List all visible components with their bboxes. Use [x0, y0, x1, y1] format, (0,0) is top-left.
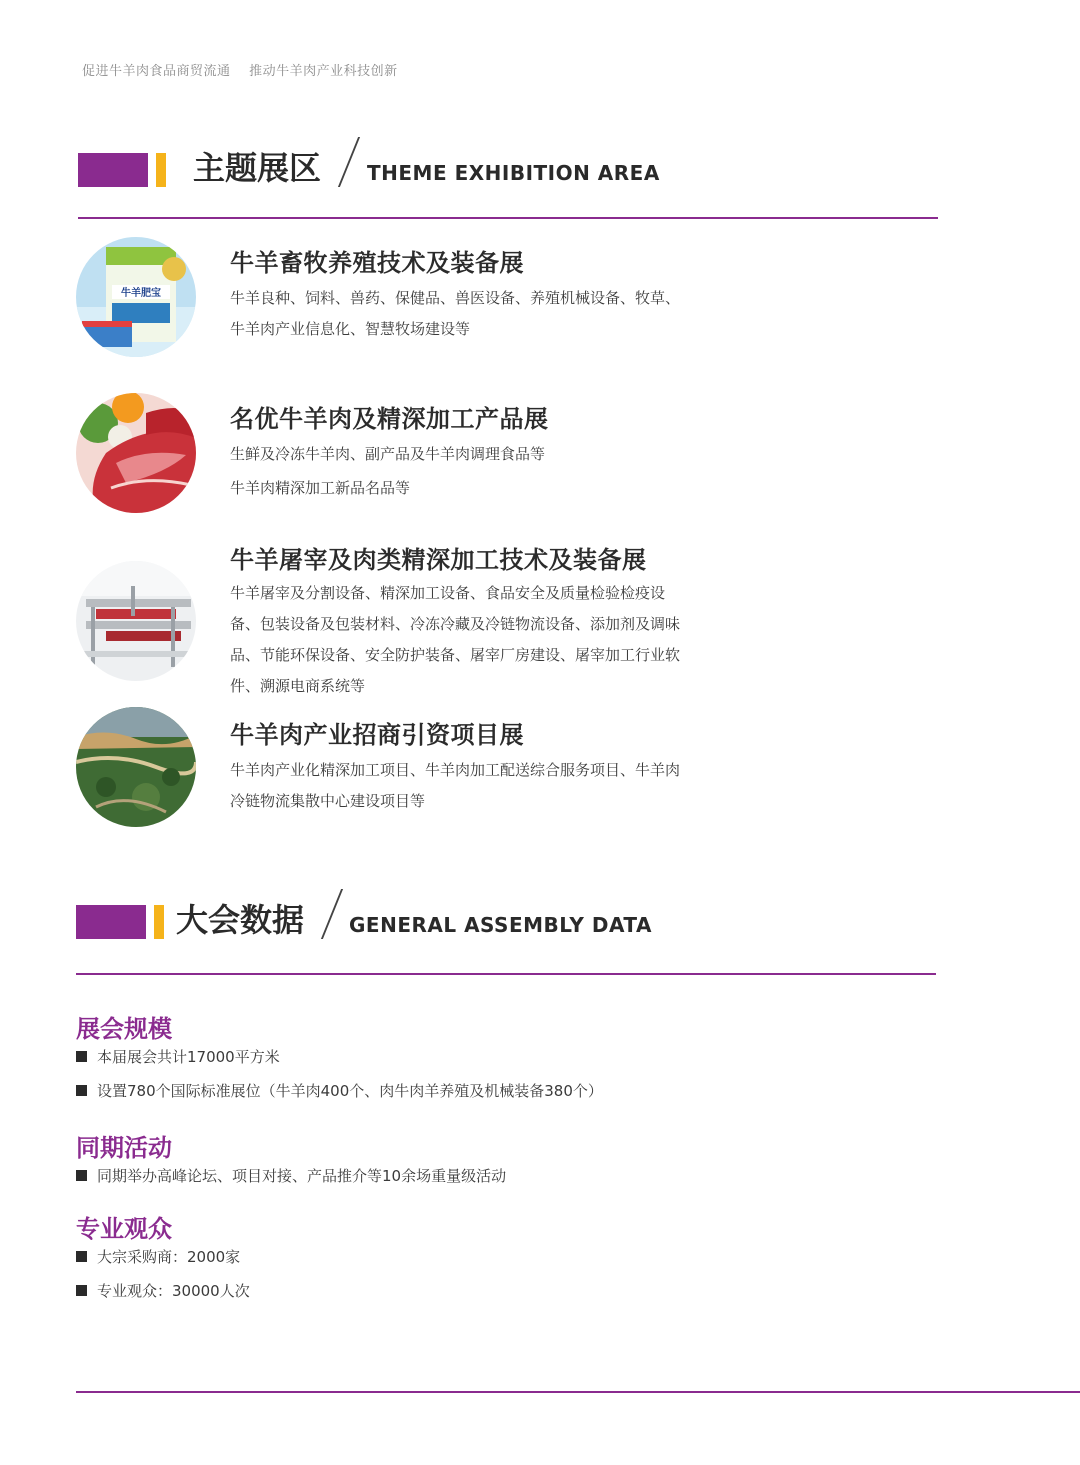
bullet-item: [76, 1046, 280, 1067]
feed-product-image: [76, 237, 196, 357]
theme-section-header: [78, 149, 948, 213]
header-yellow-bar: [154, 905, 164, 939]
header-purple-bar: [78, 153, 148, 187]
data-title-cn: 大会数据: [176, 901, 305, 939]
bullet-text: 专业观众：30000人次: [97, 1282, 250, 1300]
item-description-line: 生鲜及冷冻牛羊肉、副产品及牛羊肉调理食品等: [230, 445, 546, 463]
theme-item-meat-products: [76, 393, 716, 523]
bullet-item: [76, 1246, 240, 1267]
beef-cuts-image: [76, 393, 196, 513]
aerial-landscape-image: [76, 707, 196, 827]
bullet-square-icon: [76, 1085, 87, 1096]
data-section-header: [76, 901, 946, 965]
theme-item-breeding: [76, 237, 716, 367]
header-purple-bar: [76, 905, 146, 939]
processing-line-image: [76, 561, 196, 681]
slogan-left: 促进牛羊肉食品商贸流通: [82, 64, 231, 79]
bullet-text: 设置780个国际标准展位（牛羊肉400个、肉牛肉羊养殖及机械装备380个）: [97, 1082, 603, 1100]
bullet-item: [76, 1280, 250, 1301]
title-slash: [321, 889, 343, 939]
theme-item-investment: [76, 707, 716, 837]
item-title: 牛羊屠宰及肉类精深加工技术及装备展: [230, 546, 647, 574]
header-yellow-bar: [156, 153, 166, 187]
slogan-right: 推动牛羊肉产业科技创新: [249, 64, 398, 79]
theme-item-slaughter-equipment: [76, 534, 716, 704]
bullet-text: 大宗采购商：2000家: [97, 1248, 241, 1266]
theme-divider: [78, 217, 938, 219]
bullet-text: 同期举办高峰论坛、项目对接、产品推介等10余场重量级活动: [97, 1167, 507, 1185]
item-description: 牛羊肉产业化精深加工项目、牛羊肉加工配送综合服务项目、牛羊肉冷链物流集散中心建设项目等: [230, 761, 681, 810]
data-title-en: GENERAL ASSEMBLY DATA: [349, 913, 652, 937]
item-title: 牛羊肉产业招商引资项目展: [230, 721, 524, 749]
bullet-square-icon: [76, 1051, 87, 1062]
bullet-item: [76, 1165, 506, 1186]
data-divider: [76, 973, 936, 975]
item-description: [230, 439, 690, 504]
theme-title-cn: 主题展区: [193, 149, 322, 187]
group-title-audience: 专业观众: [76, 1215, 172, 1243]
item-description: 牛羊良种、饲料、兽药、保健品、兽医设备、养殖机械设备、牧草、牛羊肉产业信息化、智慧牧场建设等: [230, 289, 681, 338]
item-title: 牛羊畜牧养殖技术及装备展: [230, 249, 524, 277]
group-title-events: 同期活动: [76, 1134, 172, 1162]
item-description: 牛羊屠宰及分割设备、精深加工设备、食品安全及质量检验检疫设备、包装设备及包装材料、冷冻冷藏及冷链物流设备、添加剂及调味品、节能环保设备、安全防护装备、屠宰厂房建设、屠宰加工行业软件、溯源电商系统等: [230, 584, 681, 695]
item-title: 名优牛羊肉及精深加工产品展: [230, 405, 549, 433]
footer-divider: [76, 1391, 1080, 1393]
bullet-square-icon: [76, 1170, 87, 1181]
item-description-line: 牛羊肉精深加工新品名品等: [230, 479, 411, 497]
bullet-square-icon: [76, 1251, 87, 1262]
bullet-text: 本届展会共计17000平方米: [97, 1048, 280, 1066]
theme-title-en: THEME EXHIBITION AREA: [367, 161, 660, 185]
title-slash: [338, 137, 360, 187]
group-title-scale: 展会规模: [76, 1015, 172, 1043]
bullet-square-icon: [76, 1285, 87, 1296]
feed-bag-label: 牛羊肥宝: [121, 288, 161, 299]
header-slogan: [82, 60, 398, 79]
bullet-item: [76, 1080, 603, 1101]
